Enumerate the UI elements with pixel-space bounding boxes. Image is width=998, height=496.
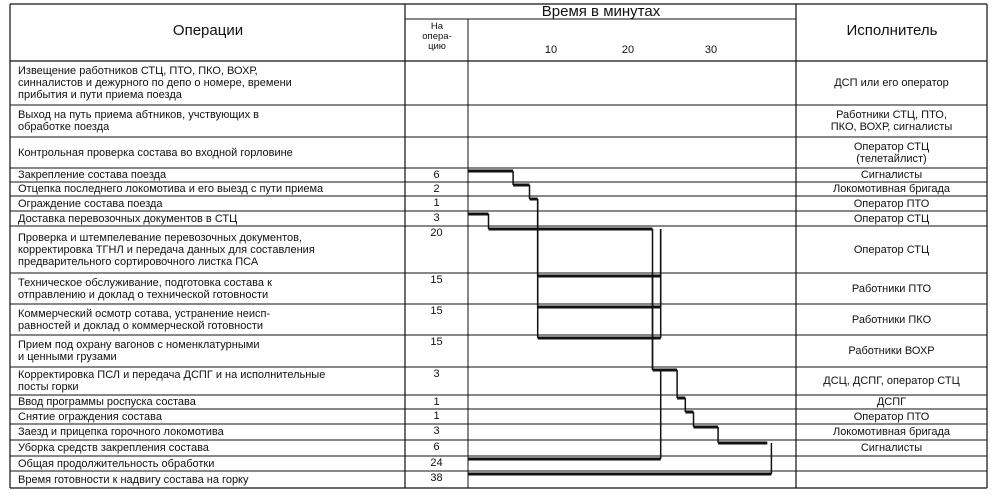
duration-value: 1 — [433, 410, 440, 422]
operation-label: Прием под охрану вагонов с номенклатурными и ценными грузами — [18, 339, 260, 363]
performer-label: Работники ПКО — [851, 313, 932, 326]
operation-label: Контрольная проверка состава во входной горловине — [18, 146, 293, 159]
performer-label: Сигналисты — [860, 442, 923, 454]
duration-value: 24 — [430, 457, 443, 469]
operation-label: Выход на путь приема абтников, учствующих в обработке поезда — [18, 109, 259, 133]
header-operations: Операции — [172, 22, 244, 39]
operation-label: Ограждение состава поезда — [18, 197, 163, 210]
performer-label: Оператор ПТО — [853, 410, 930, 423]
duration-value — [406, 106, 467, 118]
duration-value: 3 — [433, 212, 440, 224]
operation-label: Уборка средств закрепления состава — [18, 442, 209, 454]
duration-value: 6 — [433, 441, 440, 453]
header-duration: На опера- цию — [422, 22, 452, 52]
duration-value: 2 — [433, 183, 440, 195]
performer-label: Оператор СТЦ (телетайлист) — [853, 140, 930, 165]
duration-value: 20 — [430, 227, 443, 239]
performer-label: Оператор СТЦ — [853, 243, 930, 256]
duration-value: 38 — [430, 472, 443, 484]
tick-label-20: 20 — [621, 44, 635, 56]
operation-label: Доставка перевозочных документов в СТЦ — [18, 212, 238, 225]
operation-label: Техническое обслуживание, подготовка состава к отправлению и доклад о технической готовности — [18, 276, 272, 301]
performer-label: Оператор ПТО — [853, 197, 930, 210]
operation-label: Общая продолжительность обработки — [18, 457, 215, 470]
operation-label: Заезд и прицепка горочного локомотива — [18, 426, 224, 438]
operation-label: Закрепление состава поезда — [18, 169, 167, 181]
duration-value: 3 — [433, 368, 440, 380]
performer-label: Оператор СТЦ — [853, 212, 930, 225]
performer-label: Работники ВОХР — [848, 345, 935, 357]
operation-label: Извещение работников СТЦ, ПТО, ПКО, ВОХР, синналистов и дежурного по депо о номере, времени прибытия и пути приема поезда — [18, 65, 292, 101]
duration-value: 15 — [430, 336, 443, 348]
duration-value: 1 — [433, 197, 440, 209]
performer-label: Сигналисты — [860, 169, 923, 181]
operation-label: Корректировка ПСЛ и передача ДСПГ и на исполнительные посты горки — [18, 369, 326, 393]
operation-label: Отцепка последнего локомотива и его выезд с пути приема — [18, 183, 324, 195]
duration-value — [406, 62, 467, 74]
performer-label: Локомотивная бригада — [832, 426, 951, 438]
performer-label — [798, 474, 985, 486]
performer-label: ДСЦ, ДСПГ, оператор СТЦ — [823, 375, 960, 387]
header-performer: Исполнитель — [846, 22, 938, 39]
operation-label: Проверка и штемпелевание перевозочных документов, корректировка ТГНЛ и передача данных для составления предварительного сортировочного листка ПСА — [18, 231, 315, 268]
performer-label: Работники ПТО — [851, 282, 932, 295]
operation-label: Коммерческий осмотр сотава, устранение неисп- равностей и доклад о коммерческой готовности — [18, 307, 271, 332]
duration-value: 15 — [430, 274, 443, 286]
performer-label: ДСП или его оператор — [834, 77, 949, 89]
tick-label-30: 30 — [704, 44, 718, 56]
operation-label: Ввод программы роспуска состава — [18, 396, 196, 408]
operation-label: Снятие ограждения состава — [18, 410, 162, 423]
duration-value: 6 — [433, 169, 440, 181]
performer-label: Локомотивная бригада — [832, 183, 951, 195]
duration-value: 3 — [433, 425, 440, 437]
performer-label — [798, 458, 985, 470]
performer-label: ДСПГ — [876, 396, 907, 408]
operation-label: Время готовности к надвигу состава на горку — [18, 473, 249, 486]
duration-value: 15 — [430, 305, 443, 317]
duration-value: 1 — [433, 396, 440, 408]
performer-label: Работники СТЦ, ПТО, ПКО, ВОХР, сигналисты — [830, 109, 953, 133]
duration-value — [406, 138, 467, 150]
header-time-title: Время в минутах — [541, 3, 661, 20]
tick-label-10: 10 — [544, 44, 558, 56]
